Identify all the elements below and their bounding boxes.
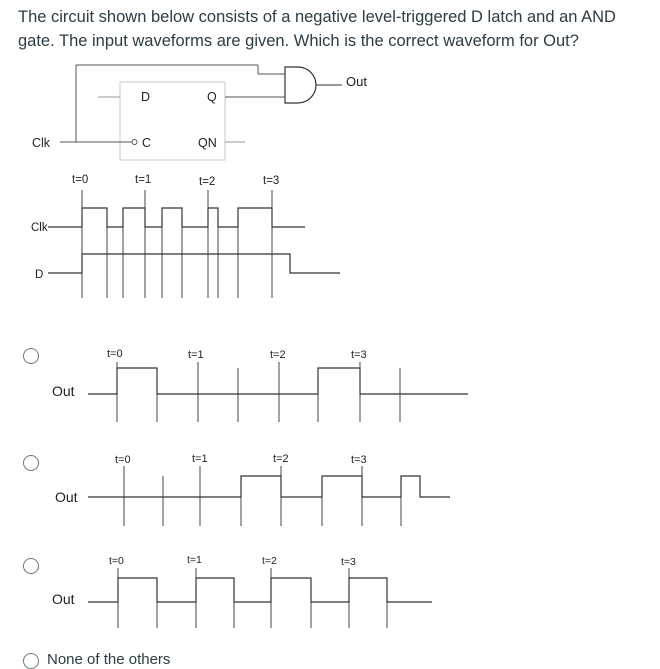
option-c-gridlines xyxy=(118,568,387,628)
time-label: t=1 xyxy=(188,349,204,361)
option-b-gridlines xyxy=(124,466,401,526)
d-waveform xyxy=(48,254,340,273)
option-b-time-labels xyxy=(115,453,367,466)
input-waveforms xyxy=(31,174,340,298)
option-none-radio[interactable] xyxy=(23,653,39,669)
question-line-1: The circuit shown below consists of a negative level-triggered D latch and an AND xyxy=(18,8,616,26)
option-a-time-labels xyxy=(107,348,367,361)
latch-d-label: D xyxy=(141,90,151,104)
clk-waveform xyxy=(48,208,305,227)
input-gridlines xyxy=(82,190,272,298)
time-label: t=3 xyxy=(351,454,367,466)
time-label: t=3 xyxy=(351,349,367,361)
time-label: t=1 xyxy=(187,554,202,566)
time-label: t=0 xyxy=(109,555,124,567)
option-b-out-waveform xyxy=(88,476,450,497)
option-c-waveform xyxy=(52,554,432,628)
time-label: t=1 xyxy=(192,453,208,465)
input-time-labels xyxy=(72,174,279,188)
time-label: t=0 xyxy=(72,174,89,186)
option-a-gridlines xyxy=(117,362,400,422)
option-b-radio[interactable] xyxy=(23,455,39,471)
d-signal-label: D xyxy=(35,269,44,281)
time-label: t=0 xyxy=(115,454,131,466)
option-a-out-label: Out xyxy=(52,383,75,399)
option-none-label[interactable]: None of the others xyxy=(47,651,171,668)
option-c-radio[interactable] xyxy=(23,558,39,574)
time-label: t=1 xyxy=(135,174,152,186)
circuit-diagram xyxy=(32,65,367,160)
option-a-radio[interactable] xyxy=(23,348,39,364)
circuit-clk-label: Clk xyxy=(32,136,51,150)
option-c-time-labels xyxy=(109,554,356,568)
circuit-out-label: Out xyxy=(346,74,367,89)
option-b-out-label: Out xyxy=(55,489,78,505)
option-b-waveform xyxy=(55,453,450,526)
clk-signal-label: Clk xyxy=(31,222,48,234)
and-gate xyxy=(285,67,316,103)
latch-qn-label: QN xyxy=(198,136,217,150)
latch-c-label: C xyxy=(142,136,152,150)
clock-inversion-bubble xyxy=(132,140,137,145)
time-label: t=3 xyxy=(341,556,356,568)
time-label: t=2 xyxy=(273,453,289,465)
question-line-2: gate. The input waveforms are given. Which is the correct waveform for Out? xyxy=(18,32,579,50)
time-label: t=2 xyxy=(262,555,277,567)
option-a-out-waveform xyxy=(88,368,468,394)
option-c-out-waveform xyxy=(88,578,432,602)
latch-q-label: Q xyxy=(207,90,217,104)
time-label: t=0 xyxy=(107,348,123,360)
option-c-out-label: Out xyxy=(52,591,75,607)
option-a-waveform xyxy=(52,348,468,422)
time-label: t=3 xyxy=(263,175,280,187)
time-label: t=2 xyxy=(270,349,286,361)
time-label: t=2 xyxy=(199,176,216,188)
